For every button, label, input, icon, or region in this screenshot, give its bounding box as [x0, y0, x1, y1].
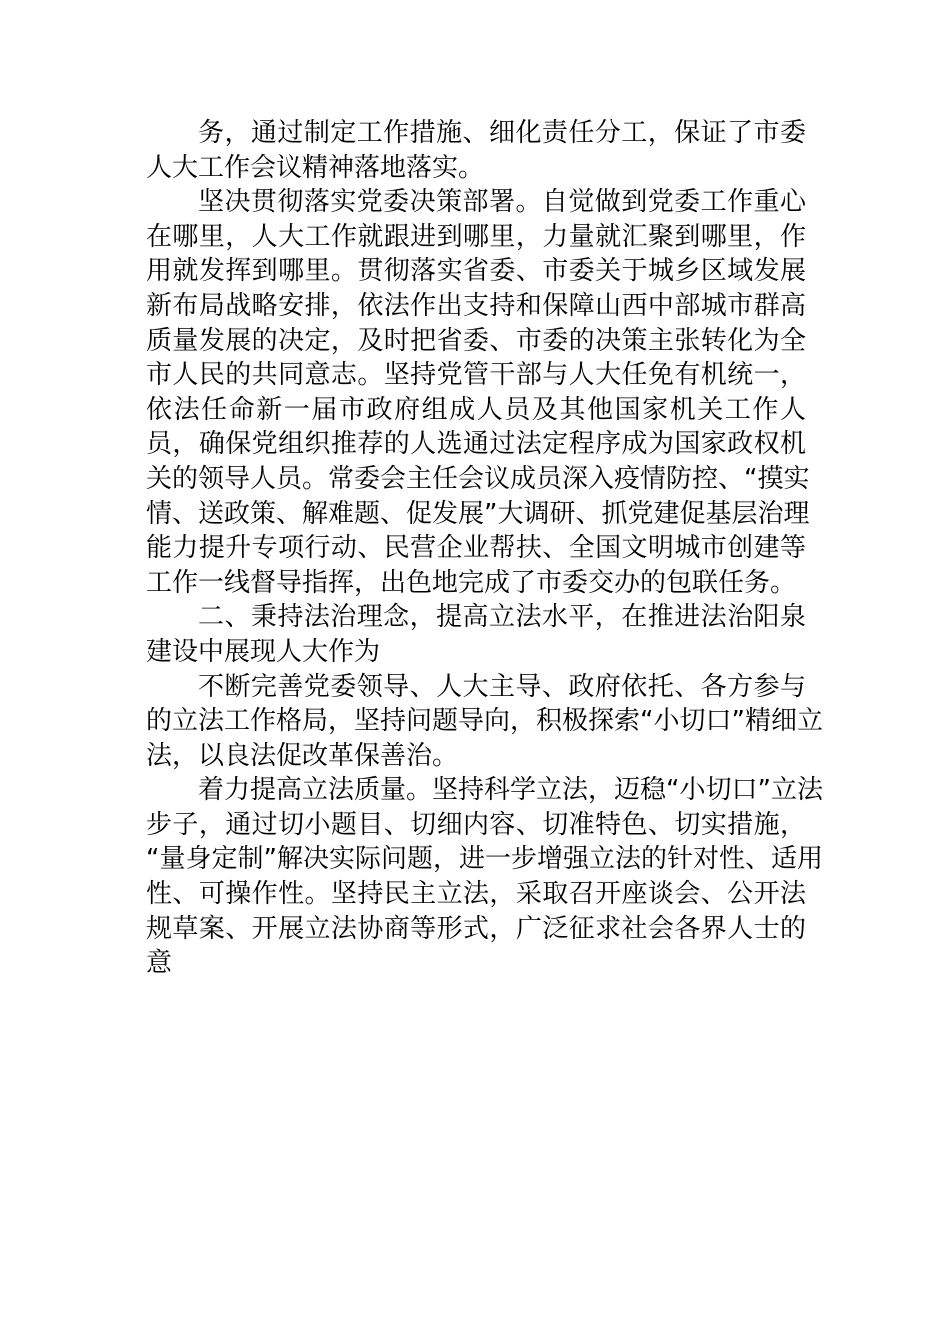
- text-line: 性、可操作性。坚持民主立法，采取召开座谈会、公开法: [146, 879, 806, 910]
- paragraph: [146, 773, 823, 981]
- text-line: 情、送政策、解难题、促发展”大调研、抓党建促基层治理: [146, 498, 810, 529]
- text-line: 员，确保党组织推荐的人选通过法定程序成为国家政权机: [146, 429, 806, 460]
- text-line: 法，以良法促改革保善治。: [146, 740, 459, 771]
- text-line: 不断完善党委领导、人大主导、政府依托、各方参与: [198, 671, 806, 702]
- text-line: 依法任命新一届市政府组成人员及其他国家机关工作人: [146, 394, 806, 425]
- text-line: 市人民的共同意志。坚持党管干部与人大任免有机统一，: [146, 360, 806, 391]
- text-line: 步子，通过切小题目、切细内容、切准特色、切实措施，: [146, 809, 806, 840]
- paragraph: [146, 670, 823, 774]
- text-line: 着力提高立法质量。坚持科学立法，迈稳“小切口”立法: [198, 775, 823, 806]
- paragraph: [146, 185, 810, 600]
- text-line: 质量发展的决定，及时把省委、市委的决策主张转化为全: [146, 325, 806, 356]
- paragraph: [146, 116, 806, 185]
- text-line: 能力提升专项行动、民营企业帮扶、全国文明城市创建等: [146, 533, 806, 564]
- text-line: 规草案、开展立法协商等形式，广泛征求社会各界人士的: [146, 913, 806, 944]
- text-line: 坚决贯彻落实党委决策部署。自觉做到党委工作重心: [198, 187, 806, 218]
- text-line: 在哪里，人大工作就跟进到哪里，力量就汇聚到哪里，作: [146, 221, 806, 252]
- text-line: 新布局战略安排，依法作出支持和保障山西中部城市群高: [146, 290, 806, 321]
- heading-line: 二、秉持法治理念，提高立法水平，在推进法治阳泉: [198, 602, 806, 633]
- text-line: 人大工作会议精神落地落实。: [146, 152, 485, 183]
- document-body: [146, 116, 823, 981]
- heading-line: 建设中展现人大作为: [146, 636, 381, 667]
- text-line: “量身定制”解决实际问题，进一步增强立法的针对性、适用: [146, 844, 823, 875]
- text-line: 的立法工作格局，坚持问题导向，积极探索“小切口”精细立: [146, 706, 823, 737]
- text-line: 意: [146, 948, 173, 979]
- text-line: 关的领导人员。常委会主任会议成员深入疫情防控、“摸实: [146, 463, 810, 494]
- section-heading: [146, 600, 806, 669]
- text-line: 用就发挥到哪里。贯彻落实省委、市委关于城乡区域发展: [146, 256, 806, 287]
- text-line: 务，通过制定工作措施、细化责任分工，保证了市委: [198, 118, 806, 148]
- text-line: 工作一线督导指挥，出色地完成了市委交办的包联任务。: [146, 567, 797, 598]
